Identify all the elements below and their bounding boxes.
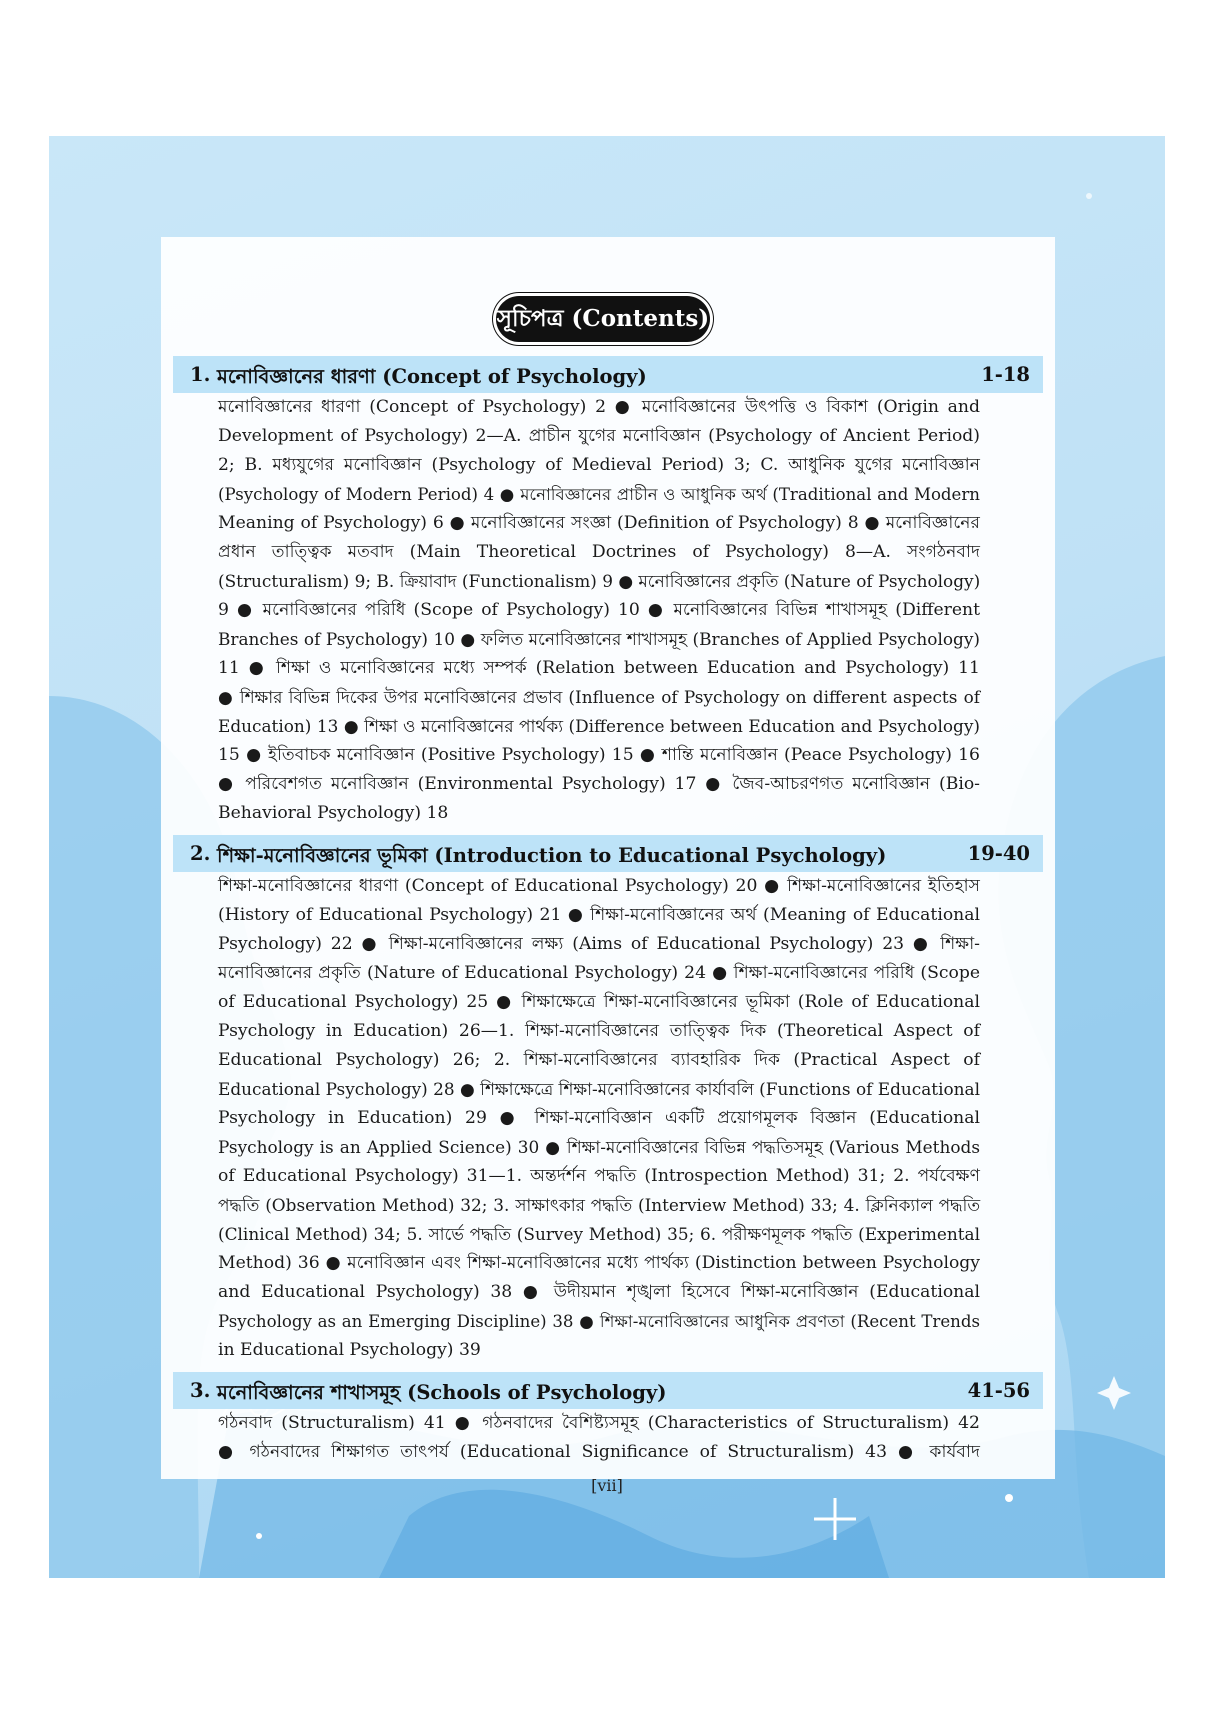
topic-line: ● পরিবেশগত মনোবিজ্ঞান (Environmental Psychology) 17 ● জৈব-আচরণগত মনোবিজ্ঞান (Bio- — [218, 774, 980, 794]
topic-line: মনোবিজ্ঞানের প্রকৃতি (Nature of Educational Psychology) 24 ● শিক্ষা-মনোবিজ্ঞানের পরিধি (Scope — [218, 963, 980, 983]
topic-line: প্রধান তাত্ত্বিক মতবাদ (Main Theoretical Doctrines of Psychology) 8—A. সংগঠনবাদ — [218, 542, 980, 562]
topic-line: Branches of Psychology) 10 ● ফলিত মনোবিজ্ঞানের শাখাসমূহ (Branches of Applied Psychology) — [218, 629, 980, 649]
topic-line: of Educational Psychology) 31—1. অন্তর্দর্শন পদ্ধতি (Introspection Method) 31; 2. পর্যবেক্ষণ — [218, 1166, 980, 1186]
chapter-heading[interactable] — [173, 1372, 1043, 1409]
page-title: সূচিপত্র (Contents) — [496, 296, 710, 342]
topic-line: 15 ● ইতিবাচক মনোবিজ্ঞান (Positive Psychology) 15 ● শান্তি মনোবিজ্ঞান (Peace Psychology) 16 — [218, 745, 980, 765]
chapter-title: মনোবিজ্ঞানের ধারণা (Concept of Psychology) — [217, 365, 647, 388]
topic-line: Psychology is an Applied Science) 30 ● শিক্ষা-মনোবিজ্ঞানের বিভিন্ন পদ্ধতিসমূহ (Various Methods — [218, 1137, 980, 1157]
topic-line: and Educational Psychology) 38 ● উদীয়মান শৃঙ্খলা হিসেবে শিক্ষা-মনোবিজ্ঞান (Educational — [218, 1282, 980, 1302]
topic-line: Method) 36 ● মনোবিজ্ঞান এবং শিক্ষা-মনোবিজ্ঞানের মধ্যে পার্থক্য (Distinction between Psychology — [218, 1253, 980, 1273]
topic-line: Educational Psychology) 28 ● শিক্ষাক্ষেত্রে শিক্ষা-মনোবিজ্ঞানের কার্যাবলি (Functions of Educational — [218, 1079, 981, 1099]
topic-line: of Educational Psychology) 25 ● শিক্ষাক্ষেত্রে শিক্ষা-মনোবিজ্ঞানের ভূমিকা (Role of Educational — [218, 992, 980, 1012]
topic-line: ● গঠনবাদের শিক্ষাগত তাৎপর্য (Educational Significance of Structuralism) 43 ● কার্যবাদ — [218, 1442, 980, 1462]
chapter-number: 2. — [190, 842, 211, 865]
topic-line: Psychology in Education) 29 ● শিক্ষা-মনোবিজ্ঞান একটি প্রয়োগমূলক বিজ্ঞান (Educational — [218, 1108, 980, 1128]
chapter-heading[interactable] — [173, 835, 1043, 872]
topic-line: 2; B. মধ্যযুগের মনোবিজ্ঞান (Psychology of Medieval Period) 3; C. আধুনিক যুগের মনোবিজ্ঞান — [218, 455, 980, 475]
topic-line: Development of Psychology) 2—A. প্রাচীন যুগের মনোবিজ্ঞান (Psychology of Ancient Period) — [218, 426, 980, 446]
topic-line: ● শিক্ষার বিভিন্ন দিকের উপর মনোবিজ্ঞানের প্রভাব (Influence of Psychology on different aspects of — [218, 687, 980, 707]
topic-line: Psychology as an Emerging Discipline) 38 ● শিক্ষা-মনোবিজ্ঞানের আধুনিক প্রবণতা (Recent Trends — [218, 1312, 980, 1331]
topic-line: Meaning of Psychology) 6 ● মনোবিজ্ঞানের সংজ্ঞা (Definition of Psychology) 8 ● মনোবিজ্ঞানের — [218, 513, 980, 533]
topic-line: Psychology in Education) 26—1. শিক্ষা-মনোবিজ্ঞানের তাত্ত্বিক দিক (Theoretical Aspect of — [218, 1021, 980, 1041]
chapter-topics — [218, 872, 980, 1365]
topic-line: (Structuralism) 9; B. ক্রিয়াবাদ (Functionalism) 9 ● মনোবিজ্ঞানের প্রকৃতি (Nature of Psychology) — [218, 571, 981, 591]
topic-line: মনোবিজ্ঞানের ধারণা (Concept of Psychology) 2 ● মনোবিজ্ঞানের উৎপত্তি ও বিকাশ (Origin and — [218, 397, 980, 417]
chapter-topics — [218, 393, 980, 828]
topic-line: Educational Psychology) 26; 2. শিক্ষা-মনোবিজ্ঞানের ব্যাবহারিক দিক (Practical Aspect of — [218, 1050, 980, 1070]
topic-line: 9 ● মনোবিজ্ঞানের পরিধি (Scope of Psychology) 10 ● মনোবিজ্ঞানের বিভিন্ন শাখাসমূহ (Different — [218, 600, 980, 620]
topic-line: শিক্ষা-মনোবিজ্ঞানের ধারণা (Concept of Educational Psychology) 20 ● শিক্ষা-মনোবিজ্ঞানের ইতিহাস — [218, 876, 980, 896]
topic-line: (History of Educational Psychology) 21 ● শিক্ষা-মনোবিজ্ঞানের অর্থ (Meaning of Educational — [218, 905, 980, 925]
topic-line: (Clinical Method) 34; 5. সার্ভে পদ্ধতি (Survey Method) 35; 6. পরীক্ষণমূলক পদ্ধতি (Experimental — [218, 1224, 980, 1244]
chapter-page-range: 1-18 — [981, 363, 1030, 386]
chapter-heading[interactable] — [173, 356, 1043, 393]
topic-line: পদ্ধতি (Observation Method) 32; 3. সাক্ষাৎকার পদ্ধতি (Interview Method) 33; 4. ক্লিনিক্যাল পদ্ধতি — [218, 1195, 980, 1215]
chapter-title: মনোবিজ্ঞানের শাখাসমূহ (Schools of Psychology) — [217, 1381, 667, 1404]
page-number: [vii] — [591, 1476, 623, 1495]
topic-line: Behavioral Psychology) 18 — [218, 803, 449, 823]
topic-line: Psychology) 22 ● শিক্ষা-মনোবিজ্ঞানের লক্ষ্য (Aims of Educational Psychology) 23 ● শিক্ষা- — [218, 934, 980, 954]
chapter-topics — [218, 1409, 980, 1467]
topic-line: 11 ● শিক্ষা ও মনোবিজ্ঞানের মধ্যে সম্পর্ক (Relation between Education and Psychology) 11 — [218, 658, 980, 678]
topic-line: in Educational Psychology) 39 — [218, 1340, 481, 1360]
topic-line: (Psychology of Modern Period) 4 ● মনোবিজ্ঞানের প্রাচীন ও আধুনিক অর্থ (Traditional and Modern — [218, 485, 980, 504]
chapter-title: শিক্ষা-মনোবিজ্ঞানের ভূমিকা (Introduction to Educational Psychology) — [217, 844, 887, 867]
chapter-page-range: 41-56 — [967, 1379, 1030, 1402]
chapter-number: 3. — [190, 1379, 211, 1402]
chapter-number: 1. — [190, 363, 211, 386]
topic-line: গঠনবাদ (Structuralism) 41 ● গঠনবাদের বৈশিষ্ট্যসমূহ (Characteristics of Structuralism) 42 — [218, 1413, 980, 1433]
topic-line: Education) 13 ● শিক্ষা ও মনোবিজ্ঞানের পার্থক্য (Difference between Education and Psychology) — [218, 716, 980, 736]
chapter-page-range: 19-40 — [967, 842, 1030, 865]
